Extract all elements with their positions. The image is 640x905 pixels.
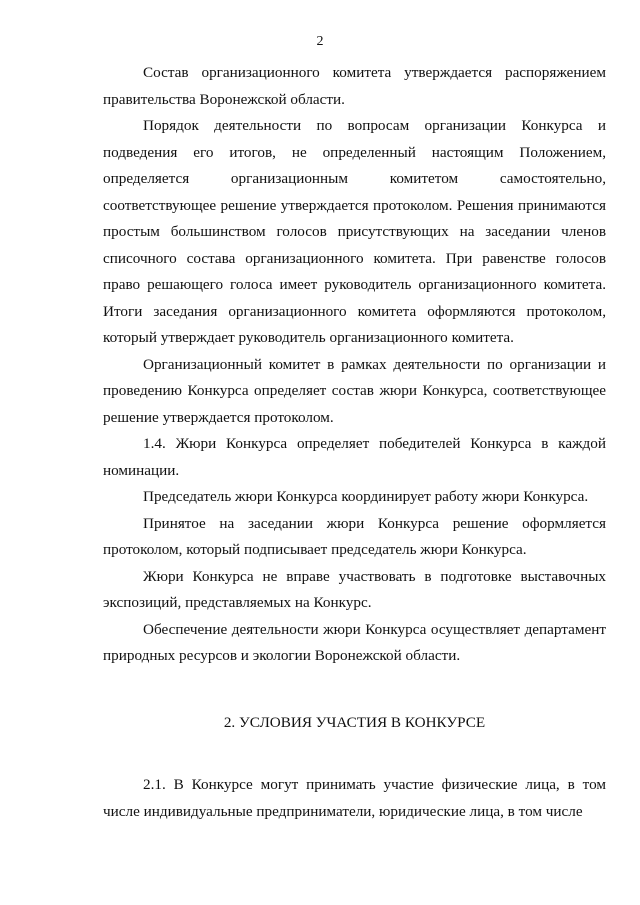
paragraph-jury-winners: 1.4. Жюри Конкурса определяет победителей Конкурса в каждой номинации. xyxy=(103,435,606,479)
paragraph-orgcommittee-procedure: Порядок деятельности по вопросам организации Конкурса и подведения его итогов, не определенный настоящим Положением, определяется организационным комитетом самостоятельно, соответствующее решение утверждается протоколом. Решения принимаются простым большинством голосов присутствующих на заседании членов списочного состава организационного комитета. При равенстве голосов право решающего голоса имеет руководитель организационного комитета. Итоги заседания организационного комитета оформляются протоколом, который утверждает руководитель организационного комитета. xyxy=(103,117,606,346)
section-heading: 2. УСЛОВИЯ УЧАСТИЯ В КОНКУРСЕ xyxy=(223,713,486,731)
paragraph-orgcommittee-composition: Состав организационного комитета утверждается распоряжением правительства Воронежской области. xyxy=(103,64,606,108)
paragraph-participants: 2.1. В Конкурсе могут принимать участие физические лица, в том числе индивидуальные предприниматели, юридические лица, в том числе xyxy=(103,776,606,820)
paragraph-jury-decision: Принятое на заседании жюри Конкурса решение оформляется протоколом, который подписывает председатель жюри Конкурса. xyxy=(103,514,606,558)
paragraph-jury-chair: Председатель жюри Конкурса координирует работу жюри Конкурса. xyxy=(143,488,589,505)
page-number: 2 xyxy=(316,34,324,49)
paragraph-jury-composition: Организационный комитет в рамках деятельности по организации и проведению Конкурса определяет состав жюри Конкурса, соответствующее решение утверждается протоколом. xyxy=(103,355,606,426)
paragraph-jury-restriction: Жюри Конкурса не вправе участвовать в подготовке выставочных экспозиций, представляемых на Конкурс. xyxy=(103,567,606,611)
document-body xyxy=(103,60,606,825)
paragraph-jury-support: Обеспечение деятельности жюри Конкурса осуществляет департамент природных ресурсов и экологии Воронежской области. xyxy=(103,620,606,664)
